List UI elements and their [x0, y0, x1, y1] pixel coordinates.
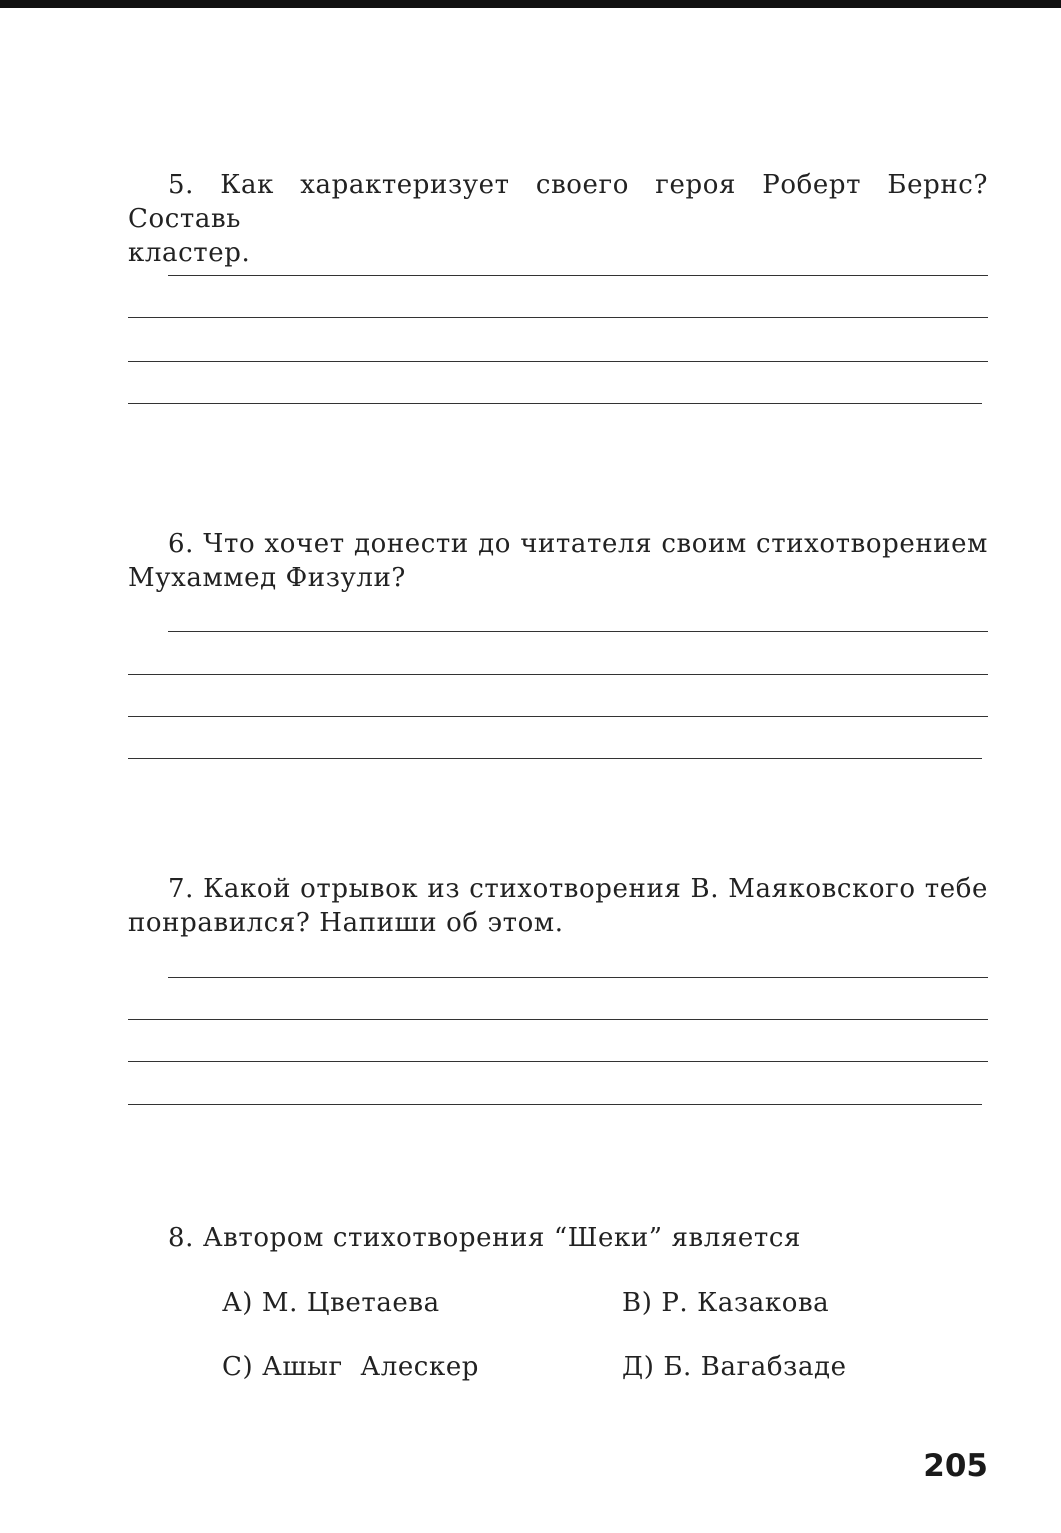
answer-line	[128, 1019, 988, 1020]
question-5-line-2: кластер.	[128, 238, 251, 268]
question-7	[128, 872, 988, 940]
option-d: Д) Б. Вагабзаде	[622, 1352, 847, 1382]
answer-line	[168, 275, 988, 276]
option-a: А) М. Цветаева	[222, 1288, 440, 1318]
question-6	[128, 527, 988, 595]
question-6-line-2: Мухаммед Физули?	[128, 563, 406, 593]
answer-line	[128, 1104, 982, 1105]
answer-line	[128, 716, 988, 717]
option-c: С) Ашыг Алескер	[222, 1352, 480, 1382]
answer-line	[168, 977, 988, 978]
answer-line	[128, 1061, 988, 1062]
answer-line	[128, 403, 982, 404]
question-5-line-1: 5. Как характеризует своего героя Роберт Бернс? Составь	[128, 170, 988, 234]
question-8: 8. Автором стихотворения “Шеки” является	[168, 1223, 802, 1253]
workbook-page	[0, 8, 1061, 1533]
question-5	[128, 168, 988, 270]
answer-line	[128, 317, 988, 318]
answer-line	[128, 674, 988, 675]
answer-line	[128, 361, 988, 362]
option-b: В) Р. Казакова	[622, 1288, 830, 1318]
page-number: 205	[923, 1448, 988, 1484]
question-7-line-1: 7. Какой отрывок из стихотворения В. Маяковского тебе	[168, 874, 988, 904]
question-7-line-2: понравился? Напиши об этом.	[128, 908, 564, 938]
scan-top-edge	[0, 0, 1061, 8]
answer-line	[168, 631, 988, 632]
question-6-line-1: 6. Что хочет донести до читателя своим стихотворением	[168, 529, 988, 559]
answer-line	[128, 758, 982, 759]
